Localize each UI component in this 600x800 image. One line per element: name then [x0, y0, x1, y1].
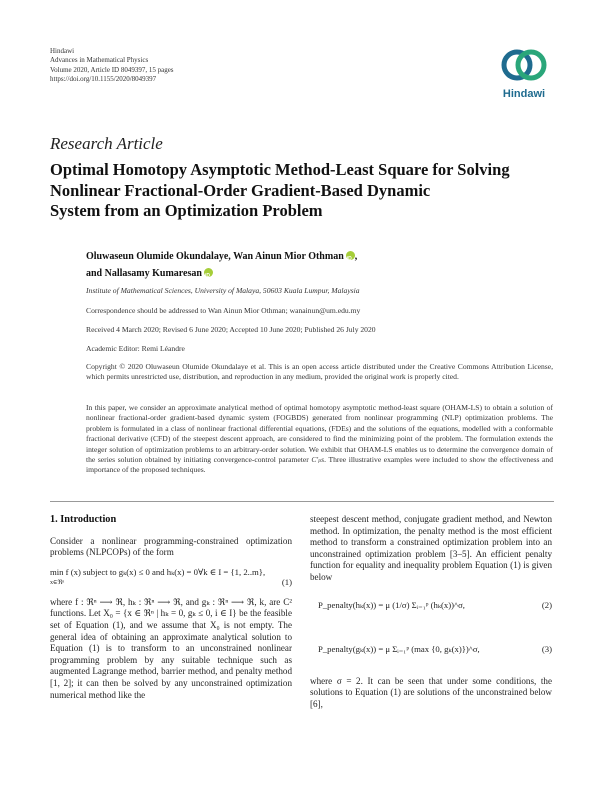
equation-subscript: x∈ℜⁿ	[50, 579, 65, 586]
journal-meta	[50, 47, 174, 84]
article-dates: Received 4 March 2020; Revised 6 June 2020; Accepted 10 June 2020; Published 26 July 2020	[86, 325, 376, 334]
left-column	[50, 514, 292, 701]
paragraph: Consider a nonlinear programming-constrained optimization problems (NLPCOPs) of the form	[50, 535, 292, 558]
equation-number: (2)	[541, 599, 552, 610]
convergence-parameter: C′ₚs	[311, 455, 325, 465]
doi-link[interactable]: https://doi.org/10.1155/2020/8049397	[50, 74, 157, 83]
equation-expression: P_penalty(hₖ(x)) = μ (1/σ) Σᵢ₌₁ᵖ (hₖ(x))^σ,	[318, 599, 465, 610]
title-line: System from an Optimization Problem	[50, 201, 323, 220]
authors-line: Oluwaseun Olumide Okundalaye, Wan Ainun Mior Othman	[86, 251, 344, 262]
journal-name: Advances in Mathematical Physics	[50, 56, 149, 65]
article-title	[50, 160, 570, 222]
copyright-notice: Copyright © 2020 Oluwaseun Olumide Okundalaye et al. This is an open access article distributed under the Creative Commons Attribution License, which permits unrestricted use, distribution, and reproduction in any medium, provided the original work is properly cited.	[86, 362, 553, 382]
right-column	[310, 514, 552, 710]
article-type: Research Article	[50, 134, 163, 153]
equation-number: (3)	[541, 643, 552, 654]
paragraph: where σ = 2. It can be seen that under some conditions, the solutions to Equation (1) are solutions of the unconstrained below [6],	[310, 675, 552, 709]
logo-wordmark: Hindawi	[502, 88, 546, 100]
title-line: Optimal Homotopy Asymptotic Method-Least Square for Solving	[50, 160, 510, 179]
equation-2	[310, 588, 552, 628]
hindawi-logo	[495, 46, 553, 104]
publisher-name: Hindawi	[50, 47, 75, 55]
author-list: Oluwaseun Olumide Okundalaye, Wan Ainun Mior OthmaniD , and Nallasamy KumaresaniD	[86, 249, 566, 282]
equation-expression: P_penalty(gₖ(x)) = μ Σᵢ₌₁ᵖ (max {0, gₖ(x)})^σ,	[318, 643, 480, 654]
hindawi-logo-icon	[500, 46, 548, 84]
paragraph: steepest descent method, conjugate gradient method, and Newton method. In optimization, the penalty method is the most efficient method to transform a constrained optimization problem into an unconstrained optimization problem [3–5]. An efficient penalty function for equality and inequality problem Equation (1) is given below	[310, 514, 552, 582]
section-heading: 1. Introduction	[50, 514, 117, 525]
equation-number: (1)	[281, 576, 292, 587]
equation-expression: min f (x) subject to gₖ(x) ≤ 0 and hₖ(x) = 0∀k ∈ I = {1, 2..m},	[50, 566, 266, 577]
academic-editor: Academic Editor: Remi Léandre	[86, 344, 185, 353]
equation-1	[50, 565, 292, 591]
orcid-icon[interactable]	[204, 268, 213, 277]
authors-line: and Nallasamy Kumaresan	[86, 267, 202, 279]
correspondence: Correspondence should be addressed to Wan Ainun Mior Othman; wanainun@um.edu.my	[86, 306, 361, 315]
abstract: In this paper, we consider an approximate analytical method of optimal homotopy asymptotic method-least square (OHAM-LS) to obtain a solution of nonlinear fractional-order gradient-based dynamic system (FOGBDS) generated from nonlinear programming (NLP) optimization problems. The problem is formulated in a class of nonlinear fractional differential equations, (FDEs) and the solutions of the equations, modelled with a conformable fractional derivative (CFD) of the steepest descent approach, are considered to find the minimizing point of the problem. The formulation extends the integer solution of optimization problems to an arbitrary-order solution. We exhibit that OHAM-LS enables us to determine the convergence domain of the series solution obtained by initiating convergence-control parameter C′ₚs. Three illustrative examples were included to show the effectiveness and importance of the proposed techniques.	[86, 403, 554, 475]
orcid-icon[interactable]	[346, 251, 355, 260]
title-line: Nonlinear Fractional-Order Gradient-Based Dynamic	[50, 180, 431, 200]
equation-3	[310, 632, 552, 672]
volume-line: Volume 2020, Article ID 8049397, 15 pages	[50, 65, 174, 74]
paragraph: where f : ℜⁿ ⟶ ℜ, hₖ : ℜⁿ ⟶ ℜ, and gₖ : ℜⁿ ⟶ ℜ, k, are C² functions. Let X₀ = {x ∈ ℜⁿ | hₖ = 0, gₖ ≤ 0, i ∈ I} be the feasible set of Equation (1), and we assume that X₀ is not empty. The general idea of obtaining an approximate analytical solution to Equation (1) is to transform to an unconstrained nonlinear programming problem by any suitable technique such as augmented Lagrange method, barrier method, and penalty method [1, 2]; it can then be solved by any unconstrained optimization numerical method like the	[50, 596, 292, 700]
section-divider	[50, 501, 554, 502]
affiliation: Institute of Mathematical Sciences, University of Malaya, 50603 Kuala Lumpur, Malaysia	[86, 286, 360, 295]
